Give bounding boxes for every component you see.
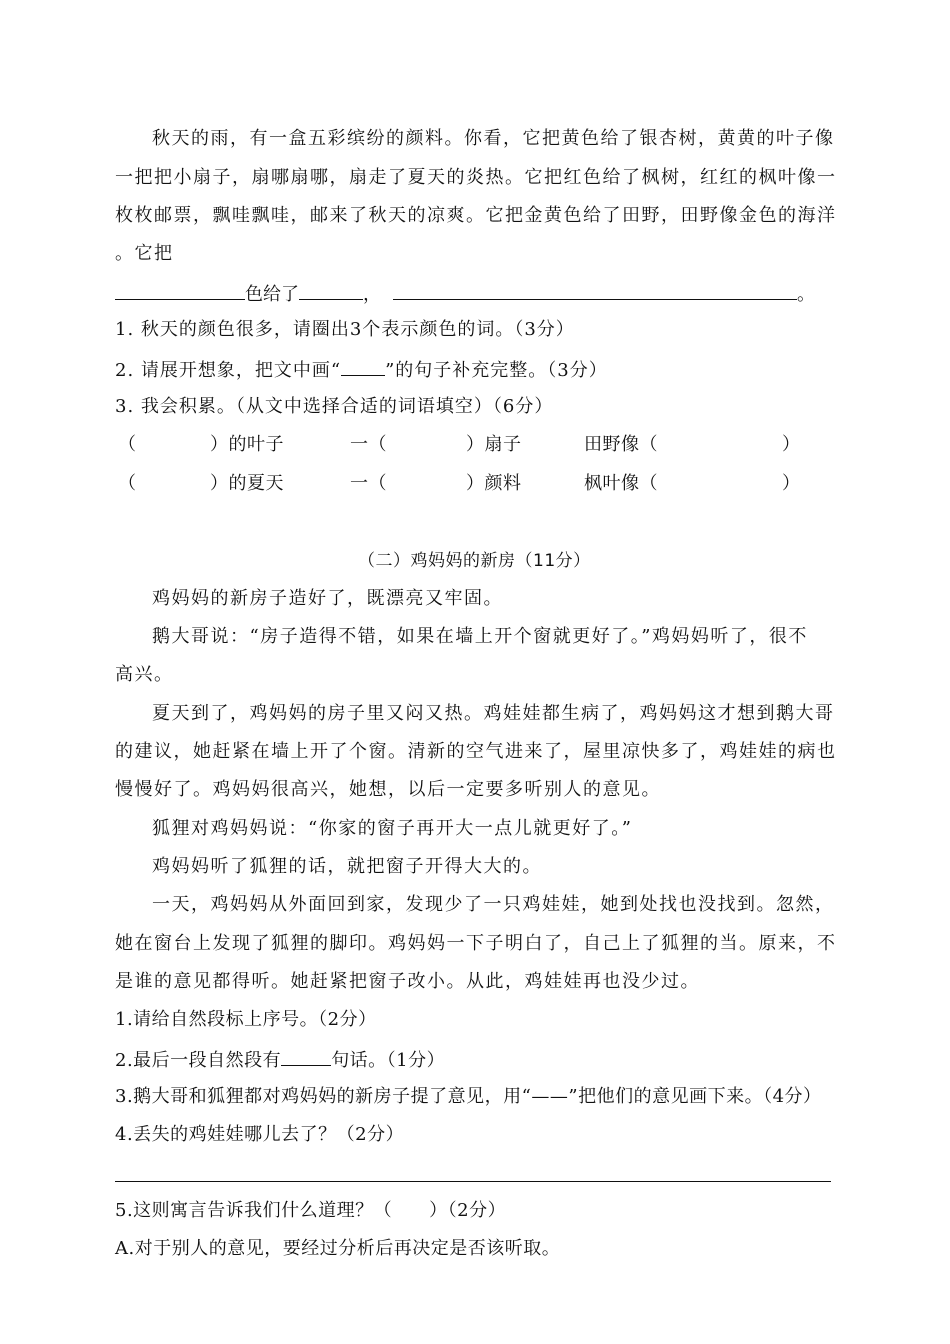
passage-line: 的建议，她赶紧在墙上开了个窗。清新的空气进来了，屋里凉快多了，鸡娃娃的病也 xyxy=(115,741,837,762)
passage-line: 鸡妈妈听了狐狸的话，就把窗子开得大大的。 xyxy=(152,856,542,877)
text: 。 xyxy=(797,284,815,305)
answer-blank[interactable] xyxy=(299,281,363,300)
question-4: 4.丢失的鸡娃娃哪儿去了？（2分） xyxy=(115,1124,405,1145)
text: ”的句子补充完整。（3分） xyxy=(385,360,608,381)
text: 句话。（1分） xyxy=(331,1050,446,1071)
fill-close: ） xyxy=(782,473,801,494)
question-2 xyxy=(115,357,608,383)
option-a: A.对于别人的意见，要经过分析后再决定是否该听取。 xyxy=(115,1238,561,1259)
text: 2. 请展开想象，把文中画“ xyxy=(115,360,342,381)
fill-in-sentence xyxy=(115,281,815,307)
passage-line: 是谁的意见都得听。她赶紧把窗子改小。从此，鸡娃娃再也没少过。 xyxy=(115,971,700,992)
passage-line: 枚枚邮票，飘哇飘哇，邮来了秋天的凉爽。它把金黄色给了田野，田野像金色的海洋 xyxy=(115,205,837,226)
fill-close: ） xyxy=(782,434,801,455)
fill-open: 田野像（ xyxy=(584,434,658,455)
text: 色给了 xyxy=(245,284,299,305)
question-3: 3. 我会积累。（从文中选择合适的词语填空）（6分） xyxy=(115,396,554,417)
section-title: （二）鸡妈妈的新房（11分） xyxy=(358,551,591,571)
passage-line: 一把把小扇子，扇哪扇哪，扇走了夏天的炎热。它把红色给了枫树，红红的枫叶像一 xyxy=(115,167,837,188)
passage-line: 夏天到了，鸡妈妈的房子里又闷又热。鸡娃娃都生病了，鸡妈妈这才想到鹅大哥 xyxy=(152,703,835,724)
passage-line: 鹅大哥说：“房子造得不错，如果在墙上开个窗就更好了。”鸡妈妈听了，很不 xyxy=(152,626,808,647)
fill-open: 一（ xyxy=(350,434,387,455)
fill-close: ）扇子 xyxy=(466,434,522,455)
question-5: 5.这则寓言告诉我们什么道理？（ ）（2分） xyxy=(115,1200,507,1221)
passage-line: 鸡妈妈的新房子造好了，既漂亮又牢固。 xyxy=(152,588,503,609)
underline-mark xyxy=(341,357,385,376)
text: 2.最后一段自然段有 xyxy=(115,1050,282,1071)
fill-open: （ xyxy=(118,473,137,494)
question-1: 1.请给自然段标上序号。（2分） xyxy=(115,1009,377,1030)
text: ， xyxy=(363,284,381,305)
fill-open: 枫叶像（ xyxy=(584,473,658,494)
answer-blank[interactable] xyxy=(393,281,797,300)
passage-line: 狐狸对鸡妈妈说：“你家的窗子再开大一点儿就更好了。” xyxy=(152,818,633,839)
answer-blank[interactable] xyxy=(281,1047,331,1066)
passage-line: 秋天的雨，有一盒五彩缤纷的颜料。你看，它把黄色给了银杏树，黄黄的叶子像 xyxy=(152,128,835,149)
answer-blank[interactable] xyxy=(115,281,245,300)
passage-line: 。它把 xyxy=(115,243,174,264)
question-3: 3.鹅大哥和狐狸都对鸡妈妈的新房子提了意见，用“——”把他们的意见画下来。（4分） xyxy=(115,1086,822,1107)
question-2 xyxy=(115,1047,445,1073)
fill-close: ）的夏天 xyxy=(210,473,284,494)
question-1: 1. 秋天的颜色很多，请圈出3个表示颜色的词。（3分） xyxy=(115,319,575,340)
passage-line: 慢慢好了。鸡妈妈很高兴，她想，以后一定要多听别人的意见。 xyxy=(115,779,661,800)
fill-open: 一（ xyxy=(350,473,387,494)
answer-line[interactable] xyxy=(115,1181,831,1182)
fill-open: （ xyxy=(118,434,137,455)
passage-line: 高兴。 xyxy=(115,664,174,685)
passage-line: 她在窗台上发现了狐狸的脚印。鸡妈妈一下子明白了，自己上了狐狸的当。原来，不 xyxy=(115,933,837,954)
fill-close: ）颜料 xyxy=(466,473,522,494)
fill-close: ）的叶子 xyxy=(210,434,284,455)
passage-line: 一天，鸡妈妈从外面回到家，发现少了一只鸡娃娃，她到处找也没找到。忽然， xyxy=(152,894,835,915)
